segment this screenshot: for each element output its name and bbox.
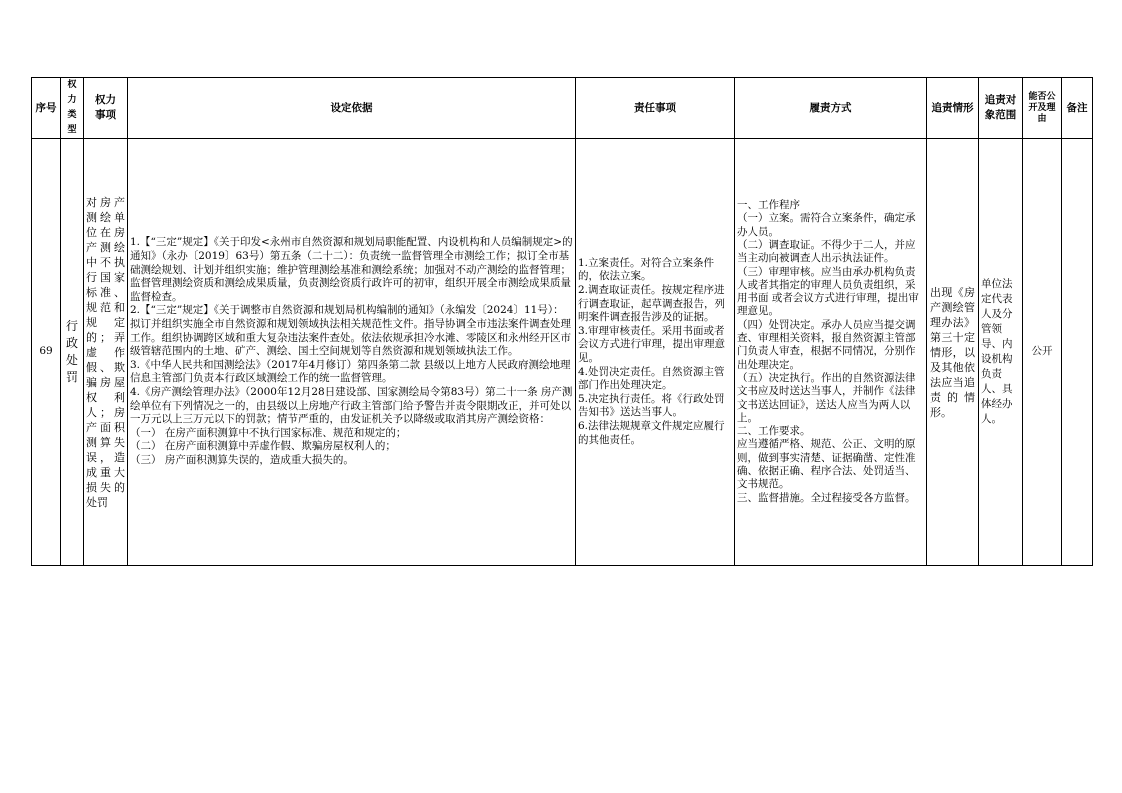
row-matter-text: 对房产测绘单位在房产测绘中不执行国家标准、规范和规定的；弄虚作假、欺骗房屋权利人；房产面积测算失误，造成重大损失的处罚 xyxy=(86,195,125,509)
duty-item-5: 5.决定执行责任。将《行政处罚告知书》送达当事人。 xyxy=(578,392,725,419)
header-duty: 责任事项 xyxy=(576,78,735,139)
row-matter xyxy=(84,139,128,566)
method-item-3: （二）调查取证。不得少于二人，并应当主动向被调查人出示执法证件。 xyxy=(737,238,916,265)
basis-content xyxy=(128,236,575,467)
duty-item-2: 2.调查取证责任。按规定程序进行调查取证，起草调查报告，列明案件调查报告涉及的证据。 xyxy=(578,284,725,324)
header-public-text: 能否公开及理由 xyxy=(1028,91,1056,124)
header-no: 序号 xyxy=(32,78,61,139)
row-method xyxy=(735,139,927,566)
basis-clause-1: （一） 在房产面积测算中不执行国家标准、规范和规定的； xyxy=(130,426,407,439)
method-item-7: 二、工作要求。 xyxy=(737,425,811,438)
row-duty xyxy=(576,139,735,566)
pursue-text: 出现《房产测绘管理办法》第三十定情形，以及其他依法应当追责的情形。 xyxy=(930,285,975,419)
header-pursue-scope xyxy=(979,78,1023,139)
header-matter-text: 权力事项 xyxy=(95,94,116,121)
header-method: 履责方式 xyxy=(735,78,927,139)
duty-item-3: 3.审理审核责任。采用书面或者会议方式进行审理，提出审理意见。 xyxy=(578,324,725,364)
method-item-6: （五）决定执行。作出的自然资源法律文书应及时送达当事人，并制作《法律文书送达回证》，送达人应当为两人以上。 xyxy=(737,371,916,424)
pursue-scope-text: 单位法定代表人及分管领导、内设机构负责人、具体经办人。 xyxy=(981,278,1013,425)
row-type xyxy=(61,139,84,566)
method-item-4: （三）审理审核。应当由承办机构负责人或者其指定的审理人员负责组织，采用书面 或者会议方式进行审理，提出审理意见。 xyxy=(737,265,919,318)
method-item-8: 应当遵循严格、规范、公正、文明的原则，做到事实清楚、证据确凿、定性准确、依据正确、程序合法、处罚适当、文书规范。 xyxy=(737,438,916,491)
header-basis: 设定依据 xyxy=(128,78,576,139)
header-row xyxy=(32,78,1093,139)
method-item-2: （一）立案。需符合立案条件，确定承办人员。 xyxy=(737,212,916,238)
header-public xyxy=(1023,78,1062,139)
duty-item-4: 4.处罚决定责任。自然资源主管部门作出处理决定。 xyxy=(578,365,725,392)
basis-item-2: 2.【“三定”规定】《关于调整市自然资源和规划局机构编制的通知》（永编发〔2024〕11号）：拟订并组织实施全市自然资源和规划领域执法相关规范性文件。指导协调全市违法案件调查处理工作。组织协调跨区域和重大复杂违法案件查处。依法依规承担冷水滩、零陵区和永州经开区市级管辖范围内的土地、矿产、测绘、国土空间规划等自然资源和规划领域执法工作。 xyxy=(130,304,571,358)
row-public: 公开 xyxy=(1023,139,1062,566)
header-pursue-scope-text: 追责对象范围 xyxy=(984,94,1017,121)
basis-item-4: 4.《房产测绘管理办法》（2000年12月28日建设部、国家测绘局令第83号）第二十一条 房产测绘单位有下列情况之一的，由县级以上房地产行政主管部门给予警告并责令限期改正，并可处以一万元以上三万元以下的罚款；情节严重的，由发证机关予以降级或取消其房产测绘资格： xyxy=(130,385,573,426)
basis-item-3: 3.《中华人民共和国测绘法》（2017年4月修订）第四条第二款 县级以上地方人民政府测绘地理信息主管部门负责本行政区域测绘工作的统一监督管理。 xyxy=(130,358,571,385)
header-pursue: 追责情形 xyxy=(927,78,979,139)
header-type-text: 权力类型 xyxy=(67,80,77,135)
method-item-9: 三、监督措施。全过程接受各方监督。 xyxy=(737,491,916,504)
duty-content xyxy=(576,257,734,447)
header-type xyxy=(61,78,84,139)
duty-item-6: 6.法律法规规章文件规定应履行的其他责任。 xyxy=(578,419,725,446)
method-item-5: （四）处罚决定。承办人员应当提交调查、审理相关资料，报自然资源主管部门负责人审查，根据不同情况，分别作出处理决定。 xyxy=(737,318,916,371)
row-remark xyxy=(1062,139,1093,566)
basis-clause-2: （二） 在房产面积测算中弄虚作假、欺骗房屋权利人的； xyxy=(130,440,396,453)
basis-item-1: 1.【“三定”规定】《关于印发<永州市自然资源和规划局职能配置、内设机构和人员编制规定>的通知》（永办〔2019〕63号）第五条（二十二）：负责统一监督管理全市测绘工作；拟订全市基础测绘规划、计划并组织实施；维护管理测绘基准和测绘系统；加强对不动产测绘的监督管理；监督管理测绘资质和测绘成果质量，负责测绘资质行政许可的初审，组织开展全市测绘成果质量监督检查。 xyxy=(130,236,573,303)
header-matter xyxy=(84,78,128,139)
row-type-text: 行政处罚 xyxy=(65,319,78,384)
row-no: 69 xyxy=(32,139,61,566)
duty-item-1: 1.立案责任。对符合立案条件的，依法立案。 xyxy=(578,256,715,283)
row-pursue-scope xyxy=(979,139,1023,566)
header-remark: 备注 xyxy=(1062,78,1093,139)
method-item-1: 一、工作程序 xyxy=(737,199,800,212)
basis-clause-3: （三） 房产面积测算失误的，造成重大损失的。 xyxy=(130,453,354,466)
power-list-table xyxy=(31,77,1093,566)
method-content xyxy=(735,199,926,505)
row-pursue xyxy=(927,139,979,566)
table-row xyxy=(32,139,1093,566)
row-basis xyxy=(128,139,576,566)
